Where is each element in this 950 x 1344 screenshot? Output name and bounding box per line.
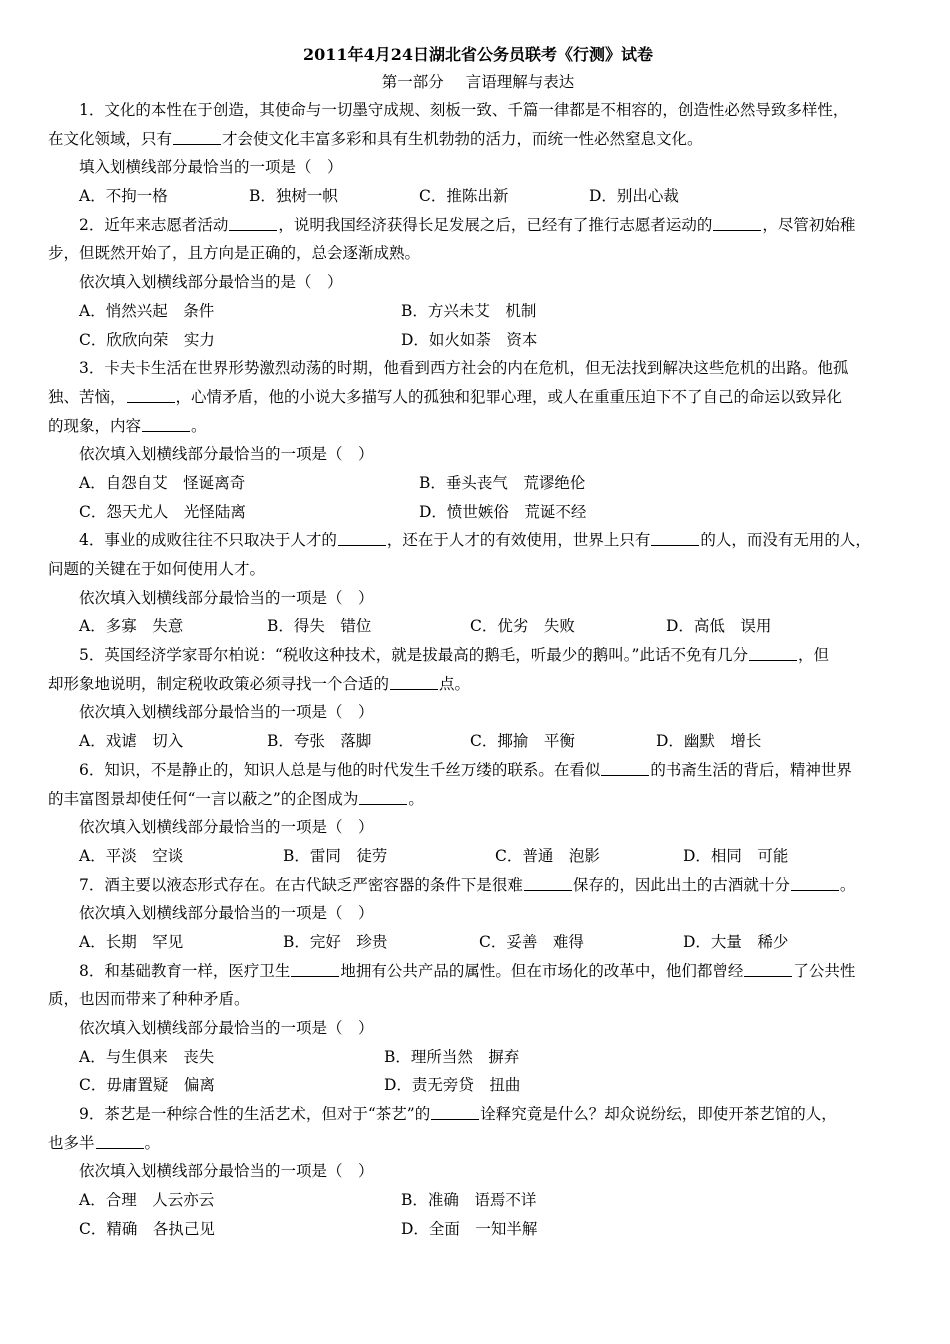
option-c: C．妥善 难得 — [479, 932, 584, 951]
question-stem-line: 2．近年来志愿者活动 ，说明我国经济获得长足发展之后，已经有了推行志愿者运动的 ，尽管初始稚 — [79, 215, 856, 234]
option-c: C．优劣 失败 — [470, 617, 575, 636]
page-title: 2011年4月24日湖北省公务员联考《行测》试卷 — [303, 45, 653, 64]
section-part: 第一部分 — [381, 73, 444, 91]
question-6 — [48, 756, 908, 871]
answer-blank — [338, 529, 386, 546]
options-row — [48, 469, 908, 498]
section-name: 言语理解与表达 — [465, 73, 575, 91]
answer-blank — [749, 644, 797, 661]
option-a: A．合理 人云亦云 — [79, 1191, 215, 1210]
options-row — [48, 1186, 908, 1215]
option-d: D．别出心裁 — [589, 187, 679, 206]
option-b: B．完好 珍贵 — [283, 932, 388, 951]
option-b: B．夸张 落脚 — [267, 732, 372, 751]
options-row — [48, 182, 908, 211]
answer-blank — [359, 788, 407, 805]
option-d: D．责无旁贷 扭曲 — [384, 1076, 521, 1095]
answer-blank — [791, 874, 839, 891]
options-row — [48, 498, 908, 527]
option-c: C．普通 泡影 — [495, 846, 600, 865]
answer-blank — [127, 386, 175, 403]
answer-blank — [291, 960, 339, 977]
question-prompt: 依次填入划横线部分最恰当的一项是（ ） — [79, 904, 374, 923]
question-2 — [48, 211, 908, 354]
question-stem-line: 在文化领域，只有 才会使文化丰富多彩和具有生机勃勃的活力，而统一性必然窒息文化。 — [48, 129, 703, 148]
options-row — [48, 842, 908, 871]
answer-blank — [744, 960, 792, 977]
answer-blank — [173, 128, 221, 145]
option-d: D．愤世嫉俗 荒诞不经 — [419, 502, 587, 521]
question-stem-line: 4．事业的成败往往不只取决于人才的 ，还在于人才的有效使用，世界上只有 的人，而没有无用的人， — [79, 531, 871, 550]
option-a: A．多寡 失意 — [79, 617, 184, 636]
question-stem-line: 质，也因而带来了种种矛盾。 — [48, 990, 250, 1009]
option-b: B．方兴未艾 机制 — [401, 301, 537, 320]
options-row — [48, 297, 908, 326]
answer-blank — [229, 214, 277, 231]
question-1 — [48, 96, 908, 211]
question-stem-line: 8．和基础教育一样，医疗卫生 地拥有公共产品的属性。但在市场化的改革中，他们都曾经 了公共性 — [79, 961, 856, 980]
answer-blank — [142, 415, 190, 432]
question-3 — [48, 354, 908, 526]
question-stem-line: 独、苦恼， ，心情矛盾，他的小说大多描写人的孤独和犯罪心理，或人在重重压迫下不了自己的命运以致异化 — [48, 387, 843, 406]
options-row — [48, 612, 908, 641]
option-d: D．全面 一知半解 — [401, 1219, 538, 1238]
options-row — [48, 928, 908, 957]
question-stem-line: 的现象，内容 。 — [48, 416, 207, 435]
question-prompt: 依次填入划横线部分最恰当的一项是（ ） — [79, 588, 374, 607]
option-d: D．大量 稀少 — [683, 932, 789, 951]
answer-blank — [651, 529, 699, 546]
option-a: A．与生俱来 丧失 — [79, 1047, 215, 1066]
option-b: B．准确 语焉不详 — [401, 1191, 537, 1210]
question-stem-line: 的丰富图景却使任何“一言以蔽之”的企图成为 。 — [48, 789, 424, 808]
option-d: D．幽默 增长 — [656, 732, 762, 751]
option-b: B．得失 错位 — [267, 617, 372, 636]
question-prompt: 依次填入划横线部分最恰当的一项是（ ） — [79, 703, 374, 722]
option-c: C．怨天尤人 光怪陆离 — [79, 502, 246, 521]
question-prompt: 依次填入划横线部分最恰当的一项是（ ） — [79, 1019, 374, 1037]
answer-blank — [431, 1103, 479, 1120]
exam-page — [48, 40, 908, 1244]
answer-blank — [524, 874, 572, 891]
option-a: A．不拘一格 — [79, 187, 168, 206]
option-c: C．欣欣向荣 实力 — [79, 330, 215, 349]
answer-blank — [390, 673, 438, 690]
option-a: A．自怨自艾 怪诞离奇 — [79, 473, 246, 492]
option-c: C．毋庸置疑 偏离 — [79, 1076, 215, 1095]
question-prompt: 依次填入划横线部分最恰当的一项是（ ） — [79, 445, 374, 464]
option-c: C．揶揄 平衡 — [470, 732, 575, 751]
question-stem-line: 步，但既然开始了，且方向是正确的，总会逐渐成熟。 — [48, 244, 421, 263]
option-a: A．长期 罕见 — [79, 932, 184, 951]
question-prompt: 依次填入划横线部分最恰当的是（ ） — [79, 273, 343, 292]
question-stem-line: 6．知识，不是静止的，知识人总是与他的时代发生千丝万缕的联系。在看似 的书斋生活的背后，精神世界 — [79, 760, 852, 779]
option-b: B．理所当然 摒弃 — [384, 1047, 520, 1066]
option-c: C．精确 各执己见 — [79, 1219, 215, 1238]
option-d: D．相同 可能 — [683, 846, 789, 865]
question-stem-line: 9．茶艺是一种综合性的生活艺术，但对于“茶艺”的 诠释究竟是什么？却众说纷纭，即使开茶艺馆的人， — [79, 1105, 837, 1124]
answer-blank — [713, 214, 761, 231]
question-8 — [48, 957, 908, 1100]
option-c: C．推陈出新 — [419, 187, 509, 206]
question-4 — [48, 526, 908, 641]
option-a: A．戏谑 切入 — [79, 732, 184, 751]
question-stem-line: 却形象地说明，制定税收政策必须寻找一个合适的 点。 — [48, 674, 471, 693]
question-stem-line: 也多半 。 — [48, 1133, 161, 1152]
question-stem-line: 问题的关键在于如何使用人才。 — [48, 560, 266, 578]
option-d: D．高低 误用 — [666, 617, 772, 636]
options-row — [48, 727, 908, 756]
question-prompt: 依次填入划横线部分最恰当的一项是（ ） — [79, 1162, 374, 1181]
options-row — [48, 326, 908, 355]
answer-blank — [96, 1132, 144, 1149]
options-row — [48, 1071, 908, 1100]
option-a: A．平淡 空谈 — [79, 846, 184, 865]
option-a: A．悄然兴起 条件 — [79, 301, 215, 320]
question-5 — [48, 641, 908, 756]
answer-blank — [601, 759, 649, 776]
question-stem-line: 1．文化的本性在于创造，其使命与一切墨守成规、刻板一致、千篇一律都是不相容的，创造性必然导致多样性， — [79, 101, 849, 119]
question-7 — [48, 871, 908, 957]
section-heading — [48, 68, 908, 96]
options-row — [48, 1215, 908, 1244]
option-b: B．垂头丧气 荒谬绝伦 — [419, 473, 586, 492]
question-prompt: 填入划横线部分最恰当的一项是（ ） — [79, 158, 343, 177]
question-stem-line: 5．英国经济学家哥尔柏说：“税收这种技术，就是拔最高的鹅毛，听最少的鹅叫。”此话不免有几分 ，但 — [79, 646, 829, 665]
option-b: B．雷同 徒劳 — [283, 846, 388, 865]
option-d: D．如火如荼 资本 — [401, 330, 538, 349]
question-stem-line: 7．酒主要以液态形式存在。在古代缺乏严密容器的条件下是很难 保存的，因此出土的古酒就十分 。 — [79, 875, 856, 894]
question-prompt: 依次填入划横线部分最恰当的一项是（ ） — [79, 818, 374, 837]
question-9 — [48, 1100, 908, 1243]
question-stem-line: 3．卡夫卡生活在世界形势激烈动荡的时期，他看到西方社会的内在危机，但无法找到解决这些危机的出路。他孤 — [79, 359, 849, 378]
options-row — [48, 1043, 908, 1072]
option-b: B．独树一帜 — [249, 187, 338, 206]
